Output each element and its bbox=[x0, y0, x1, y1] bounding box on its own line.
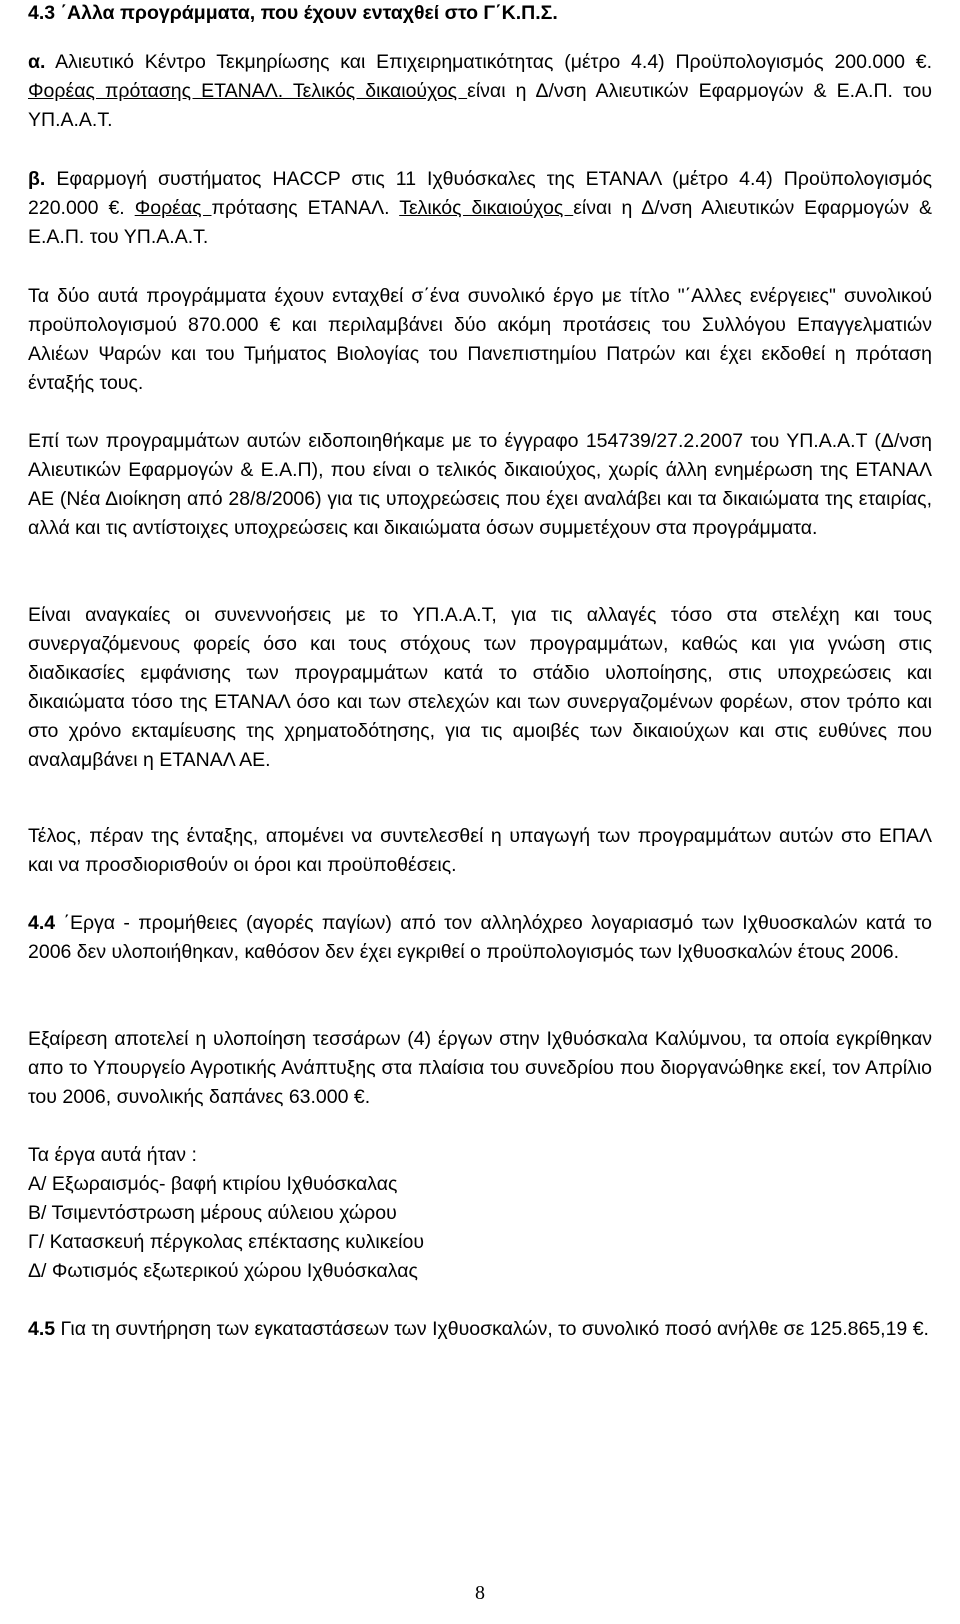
paragraph-programs-title: Τα δύο αυτά προγράμματα έχουν ενταχθεί σ΄ένα συνολικό έργο με τίτλο "΄Αλλες ενέργειες" συνολικού προϋπολογισμού 870.000 € και περιλαμβάνει δύο ακόμη προτάσεις του Συλλόγου Επαγγελματιών Αλιέων Ψαρών και του Τμήματος Βιολογίας του Πανεπιστημίου Πατρών και έχει εκδοθεί η πρόταση ένταξής τους. bbox=[28, 285, 932, 394]
item-a-paragraph bbox=[28, 48, 932, 135]
page-number: 8 bbox=[475, 1582, 485, 1604]
section-4-5-number: 4.5 bbox=[28, 1318, 56, 1340]
works-list-item: Γ/ Κατασκευή πέργκολας επέκτασης κυλικείου bbox=[28, 1231, 425, 1253]
works-list-title: Τα έργα αυτά ήταν : bbox=[28, 1144, 197, 1166]
paragraph-kalymnos: Εξαίρεση αποτελεί η υλοποίηση τεσσάρων (4) έργων στην Ιχθυόσκαλα Καλύμνου, τα οποία εγκρίθηκαν απο το Υπουργείο Αγροτικής Ανάπτυξης στα πλαίσια του συνεδρίου που διοργανώθηκε εκεί, τον Απρίλιο του 2006, συνολικής δαπάνες 63.000 €. bbox=[28, 1028, 932, 1108]
item-b-underlined-2: Τελικός δικαιούχος bbox=[399, 197, 574, 219]
item-b-tail: είναι η Δ/νση Αλιευτικών Εφαρμογών & Ε.Α.Π. του ΥΠ.Α.Α.Τ. bbox=[28, 197, 932, 248]
item-a-tail: είναι η Δ/νση Αλιευτικών Εφαρμογών & Ε.Α.Π. του ΥΠ.Α.Α.Τ. bbox=[28, 80, 933, 131]
item-b-label: β. bbox=[28, 168, 46, 190]
item-b-paragraph bbox=[28, 165, 932, 252]
section-4-4-paragraph bbox=[28, 909, 932, 967]
works-list-item: Β/ Τσιμεντόστρωση μέρους αύλειου χώρου bbox=[28, 1202, 397, 1224]
item-b-mid: πρότασης ΕΤΑΝΑΛ. bbox=[211, 197, 400, 219]
paragraph-notification: Επί των προγραμμάτων αυτών ειδοποιηθήκαμε με το έγγραφο 154739/27.2.2007 του ΥΠ.Α.Α.Τ (Δ/νση Αλιευτικών Εφαρμογών & Ε.Α.Π), που είναι ο τελικός δικαιούχος, χωρίς άλλη ενημέρωση της ΕΤΑΝΑΛ ΑΕ (Νέα Διοίκηση από 28/8/2006) για τις υποχρεώσεις που έχει αναλάβει και τα δικαιώματα της εταιρίας, αλλά και τις αντίστοιχες υποχρεώσεις και δικαιώματα όσων συμμετέχουν στα προγράμματα. bbox=[28, 430, 932, 539]
section-4-4-number: 4.4 bbox=[28, 912, 56, 934]
item-a-underlined: Φορέας πρότασης ΕΤΑΝΑΛ. Τελικός δικαιούχος bbox=[28, 80, 468, 102]
section-4-3-heading: 4.3 ΄Αλλα προγράμματα, που έχουν ενταχθεί στο Γ΄Κ.Π.Σ. bbox=[28, 2, 558, 24]
works-list-item: Δ/ Φωτισμός εξωτερικού χώρου Ιχθυόσκαλας bbox=[28, 1260, 418, 1282]
paragraph-conclusion: Τέλος, πέραν της ένταξης, απομένει να συντελεσθεί η υπαγωγή των προγραμμάτων αυτών στο ΕΠΑΛ και να προσδιορισθούν οι όροι και προϋποθέσεις. bbox=[28, 825, 932, 876]
section-4-5-paragraph bbox=[28, 1315, 932, 1344]
item-a-text: Αλιευτικό Κέντρο Τεκμηρίωσης και Επιχειρηματικότητας (μέτρο 4.4) Προϋπολογισμός 200.000 €. bbox=[45, 51, 932, 73]
section-4-4-text: ΄Εργα - προμήθειες (αγορές παγίων) από τον αλληλόχρεο λογαριασμό των Ιχθυοσκαλών κατά το 2006 δεν υλοποιήθηκαν, καθόσον δεν έχει εγκριθεί ο προϋπολογισμός των Ιχθυοσκαλών έτους 2006. bbox=[28, 912, 932, 963]
item-b-underlined-1: Φορέας bbox=[134, 197, 212, 219]
works-list-item: Α/ Εξωραισμός- βαφή κτιρίου Ιχθυόσκαλας bbox=[28, 1173, 398, 1195]
item-a-label: α. bbox=[28, 51, 46, 73]
section-4-5-text: Για τη συντήρηση των εγκαταστάσεων των Ιχθυοσκαλών, το συνολικό ποσό ανήλθε σε 125.865,19 €. bbox=[55, 1318, 929, 1340]
paragraph-consultations: Είναι αναγκαίες οι συνεννοήσεις με το ΥΠ.Α.Α.Τ, για τις αλλαγές τόσο στα στελέχη και τους συνεργαζόμενους φορείς όσο και τους στόχους των προγραμμάτων, καθώς και για γνώση στις διαδικασίες εμφάνισης των προγραμμάτων κατά το στάδιο υλοποίησης, στις υποχρεώσεις και δικαιώματα τόσο της ΕΤΑΝΑΛ όσο και των στελεχών και των συνεργαζομένων φορέων, στον τρόπο και στο χρόνο εκταμίευσης της χρηματοδότησης, για τις αμοιβές των δικαιούχων και στις ευθύνες που αναλαμβάνει η ΕΤΑΝΑΛ ΑΕ. bbox=[28, 604, 932, 771]
item-b-text: Εφαρμογή συστήματος HACCP στις 11 Ιχθυόσκαλες της ΕΤΑΝΑΛ (μέτρο 4.4) Προϋπολογισμός 220.000 €. bbox=[28, 168, 932, 219]
